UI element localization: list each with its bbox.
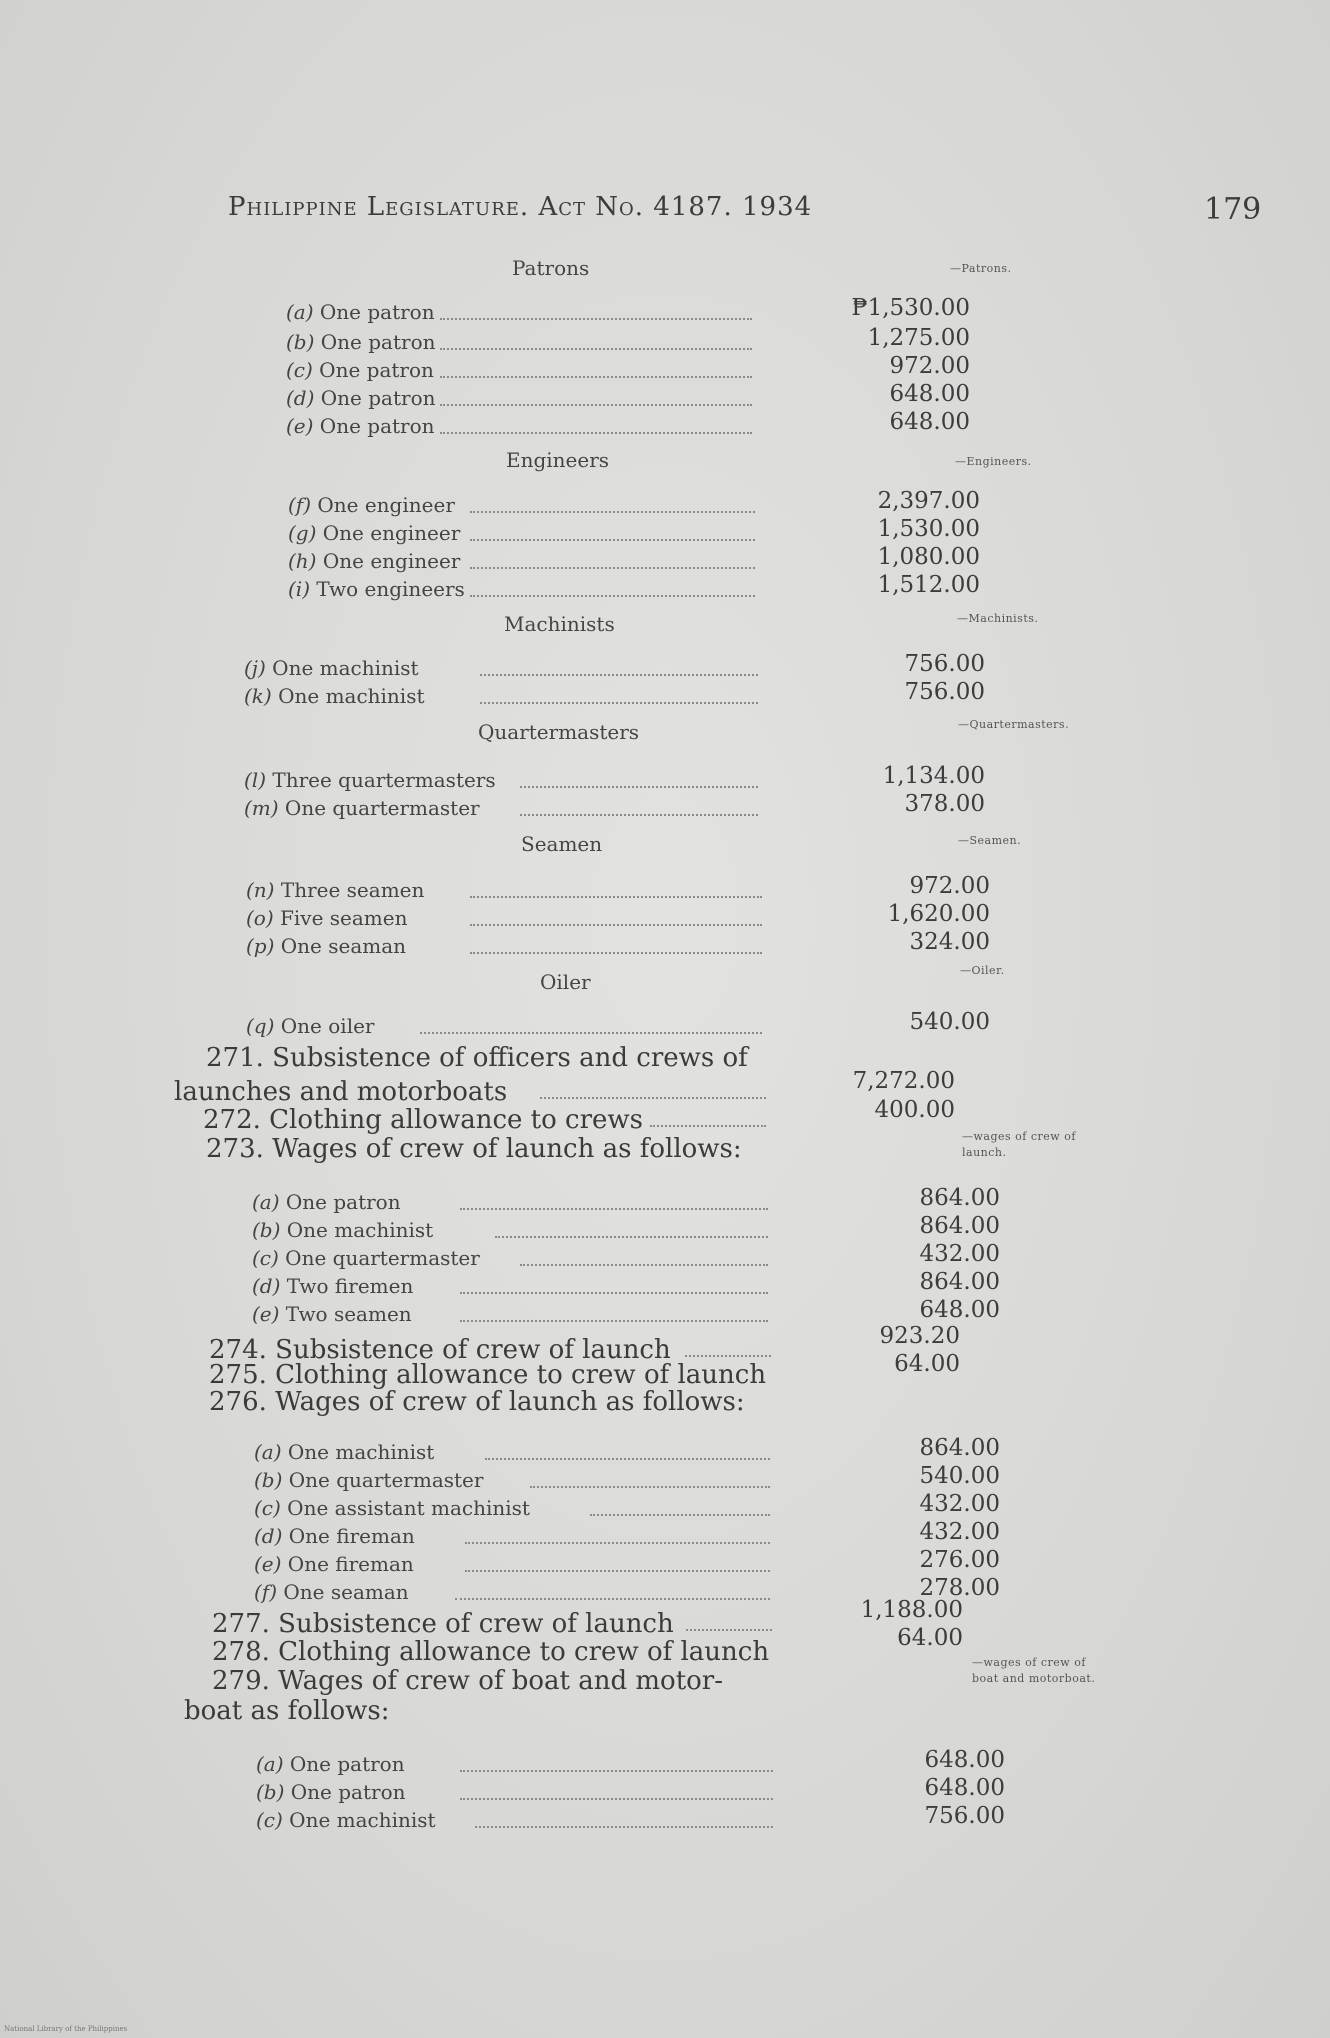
item-label bbox=[252, 1246, 480, 1270]
item-amount: 864.00 bbox=[919, 1185, 1000, 1211]
leader-dots bbox=[460, 1208, 768, 1210]
item-letter: (q) bbox=[246, 1014, 275, 1038]
item-text: One seaman bbox=[277, 1580, 409, 1604]
leader-dots bbox=[480, 674, 758, 676]
leader-dots bbox=[455, 1598, 770, 1600]
item-text: One quartermaster bbox=[278, 1246, 480, 1270]
leader-dots bbox=[520, 814, 758, 816]
item-letter: (d) bbox=[254, 1524, 283, 1548]
leader-dots bbox=[475, 1826, 773, 1828]
leader-dots bbox=[440, 404, 752, 406]
item-text: One patron bbox=[313, 414, 435, 438]
section-heading-quartermasters: Quartermasters bbox=[478, 720, 640, 744]
item-text: One fireman bbox=[281, 1552, 414, 1576]
leader-dots bbox=[685, 1355, 771, 1357]
item-letter: (h) bbox=[288, 549, 317, 573]
item-amount: 756.00 bbox=[924, 1803, 1005, 1829]
leader-dots bbox=[465, 1542, 770, 1544]
item-amount: 432.00 bbox=[919, 1241, 1000, 1267]
leader-dots bbox=[686, 1629, 772, 1631]
margin-note-engineers: —Engineers. bbox=[955, 455, 1032, 468]
paragraph-271-line1: 271. Subsistence of officers and crews of bbox=[206, 1043, 748, 1073]
item-letter: (m) bbox=[244, 796, 279, 820]
item-letter: (c) bbox=[256, 1808, 283, 1832]
leader-dots bbox=[470, 567, 755, 569]
item-amount: 1,275.00 bbox=[867, 325, 970, 351]
item-text: Two firemen bbox=[280, 1274, 414, 1298]
item-label bbox=[288, 521, 460, 545]
paragraph-272-amount: 400.00 bbox=[874, 1097, 955, 1123]
item-label bbox=[246, 878, 424, 902]
item-amount: 378.00 bbox=[904, 791, 985, 817]
item-letter: (p) bbox=[246, 934, 275, 958]
item-letter: (f) bbox=[288, 493, 312, 517]
item-amount: 972.00 bbox=[889, 353, 970, 379]
leader-dots bbox=[650, 1125, 766, 1127]
item-text: One oiler bbox=[274, 1014, 375, 1038]
paragraph-275-amount: 64.00 bbox=[894, 1351, 960, 1377]
paragraph-279-line1: 279. Wages of crew of boat and motor- bbox=[212, 1666, 724, 1696]
item-letter: (a) bbox=[252, 1190, 280, 1214]
leader-dots bbox=[470, 924, 762, 926]
item-text: One engineer bbox=[316, 521, 461, 545]
item-label bbox=[252, 1218, 433, 1242]
item-text: One machinist bbox=[280, 1218, 434, 1242]
item-text: Two engineers bbox=[310, 577, 465, 601]
item-amount: 648.00 bbox=[924, 1775, 1005, 1801]
section-heading-patrons: Patrons bbox=[512, 256, 590, 280]
item-label bbox=[256, 1752, 405, 1776]
margin-note-273: —wages of crew of bbox=[962, 1130, 1076, 1143]
item-amount: 756.00 bbox=[904, 651, 985, 677]
item-amount: 278.00 bbox=[919, 1575, 1000, 1601]
item-letter: (l) bbox=[244, 768, 267, 792]
leader-dots bbox=[480, 702, 758, 704]
item-label bbox=[254, 1496, 530, 1520]
section-heading-seamen: Seamen bbox=[521, 832, 603, 856]
paragraph-273: 273. Wages of crew of launch as follows: bbox=[206, 1134, 742, 1164]
paragraph-271-amount: 7,272.00 bbox=[852, 1068, 955, 1094]
item-label bbox=[244, 684, 425, 708]
item-text: One patron bbox=[284, 1780, 406, 1804]
item-amount: ₱1,530.00 bbox=[851, 295, 970, 321]
paragraph-278-amount: 64.00 bbox=[897, 1625, 963, 1651]
item-text: One fireman bbox=[282, 1524, 415, 1548]
item-amount: 1,512.00 bbox=[877, 572, 980, 598]
leader-dots bbox=[485, 1458, 770, 1460]
leader-dots bbox=[590, 1514, 770, 1516]
item-letter: (d) bbox=[286, 386, 315, 410]
item-label bbox=[254, 1440, 434, 1464]
item-text: One patron bbox=[312, 358, 434, 382]
item-letter: (b) bbox=[286, 330, 315, 354]
footer-credit: National Library of the Philippines bbox=[4, 2025, 128, 2033]
item-amount: 276.00 bbox=[919, 1547, 1000, 1573]
item-text: One quartermaster bbox=[282, 1468, 484, 1492]
leader-dots bbox=[440, 376, 752, 378]
item-letter: (b) bbox=[252, 1218, 281, 1242]
item-letter: (b) bbox=[256, 1780, 285, 1804]
paragraph-277-amount: 1,188.00 bbox=[860, 1597, 963, 1623]
item-letter: (a) bbox=[254, 1440, 282, 1464]
item-label bbox=[286, 300, 435, 324]
margin-note-machinists: —Machinists. bbox=[957, 612, 1039, 625]
item-text: Five seamen bbox=[273, 906, 408, 930]
paragraph-271-line2: launches and motorboats bbox=[174, 1077, 508, 1107]
item-letter: (c) bbox=[254, 1496, 281, 1520]
item-amount: 540.00 bbox=[909, 1009, 990, 1035]
running-header: Philippine Legislature. Act No. 4187. 1934 bbox=[228, 192, 813, 222]
leader-dots bbox=[470, 896, 762, 898]
page-number: 179 bbox=[1204, 192, 1262, 227]
item-amount: 1,134.00 bbox=[882, 763, 985, 789]
leader-dots bbox=[540, 1097, 766, 1099]
leader-dots bbox=[495, 1236, 768, 1238]
section-heading-engineers: Engineers bbox=[506, 448, 610, 472]
leader-dots bbox=[470, 511, 755, 513]
item-letter: (k) bbox=[244, 684, 272, 708]
item-text: One quartermaster bbox=[278, 796, 480, 820]
item-label bbox=[286, 358, 434, 382]
item-letter: (f) bbox=[254, 1580, 278, 1604]
item-letter: (c) bbox=[286, 358, 313, 382]
item-amount: 1,080.00 bbox=[877, 544, 980, 570]
paragraph-276: 276. Wages of crew of launch as follows: bbox=[209, 1387, 745, 1417]
paragraph-279-line2: boat as follows: bbox=[184, 1696, 390, 1726]
item-amount: 864.00 bbox=[919, 1213, 1000, 1239]
item-amount: 648.00 bbox=[924, 1747, 1005, 1773]
item-text: One patron bbox=[313, 300, 435, 324]
margin-note-273-cont: launch. bbox=[962, 1146, 1007, 1159]
item-letter: (a) bbox=[256, 1752, 284, 1776]
item-amount: 1,620.00 bbox=[887, 901, 990, 927]
leader-dots bbox=[420, 1032, 762, 1034]
item-letter: (n) bbox=[246, 878, 275, 902]
item-amount: 972.00 bbox=[909, 873, 990, 899]
item-text: One patron bbox=[279, 1190, 401, 1214]
margin-note-quartermasters: —Quartermasters. bbox=[958, 718, 1070, 731]
item-label bbox=[252, 1274, 413, 1298]
leader-dots bbox=[460, 1320, 768, 1322]
item-label bbox=[286, 330, 436, 354]
item-amount: 864.00 bbox=[919, 1269, 1000, 1295]
leader-dots bbox=[460, 1798, 773, 1800]
item-label bbox=[286, 386, 436, 410]
item-text: One machinist bbox=[265, 656, 419, 680]
item-text: One patron bbox=[283, 1752, 405, 1776]
item-text: One machinist bbox=[282, 1808, 436, 1832]
item-text: One assistant machinist bbox=[280, 1496, 530, 1520]
item-amount: 540.00 bbox=[919, 1463, 1000, 1489]
item-letter: (e) bbox=[252, 1302, 280, 1326]
item-label bbox=[288, 549, 460, 573]
item-letter: (o) bbox=[246, 906, 274, 930]
item-label bbox=[254, 1552, 414, 1576]
margin-note-patrons: —Patrons. bbox=[950, 262, 1012, 275]
section-heading-oiler: Oiler bbox=[540, 970, 591, 994]
item-letter: (i) bbox=[288, 577, 311, 601]
item-amount: 2,397.00 bbox=[877, 488, 980, 514]
margin-note-279: —wages of crew of bbox=[972, 1656, 1086, 1669]
leader-dots bbox=[470, 539, 755, 541]
item-label bbox=[252, 1190, 401, 1214]
item-amount: 324.00 bbox=[909, 929, 990, 955]
item-letter: (a) bbox=[286, 300, 314, 324]
item-letter: (d) bbox=[252, 1274, 281, 1298]
item-text: One patron bbox=[314, 386, 436, 410]
item-label bbox=[288, 577, 465, 601]
leader-dots bbox=[440, 432, 752, 434]
item-label bbox=[244, 656, 419, 680]
item-amount: 648.00 bbox=[919, 1297, 1000, 1323]
item-label bbox=[246, 1014, 374, 1038]
item-label bbox=[288, 493, 455, 517]
paragraph-274-amount: 923.20 bbox=[879, 1323, 960, 1349]
item-text: Three seamen bbox=[274, 878, 425, 902]
item-label bbox=[252, 1302, 412, 1326]
item-text: Two seamen bbox=[279, 1302, 412, 1326]
item-label bbox=[246, 934, 406, 958]
leader-dots bbox=[520, 786, 758, 788]
leader-dots bbox=[470, 595, 755, 597]
paragraph-278: 278. Clothing allowance to crew of launch bbox=[212, 1637, 770, 1667]
paragraph-277: 277. Subsistence of crew of launch bbox=[212, 1609, 674, 1639]
leader-dots bbox=[520, 1264, 768, 1266]
item-label bbox=[256, 1808, 436, 1832]
item-amount: 1,530.00 bbox=[877, 516, 980, 542]
item-amount: 432.00 bbox=[919, 1519, 1000, 1545]
item-label bbox=[254, 1524, 415, 1548]
item-text: One machinist bbox=[271, 684, 425, 708]
leader-dots bbox=[470, 952, 762, 954]
item-amount: 756.00 bbox=[904, 679, 985, 705]
item-letter: (g) bbox=[288, 521, 317, 545]
paragraph-275: 275. Clothing allowance to crew of launch bbox=[209, 1360, 767, 1390]
item-label bbox=[256, 1780, 406, 1804]
margin-note-279-cont: boat and motorboat. bbox=[972, 1672, 1096, 1685]
section-heading-machinists: Machinists bbox=[504, 612, 615, 636]
item-label bbox=[254, 1580, 409, 1604]
item-amount: 648.00 bbox=[889, 409, 970, 435]
item-label bbox=[286, 414, 435, 438]
leader-dots bbox=[460, 1770, 773, 1772]
leader-dots bbox=[440, 318, 752, 320]
item-amount: 648.00 bbox=[889, 381, 970, 407]
item-text: One patron bbox=[314, 330, 436, 354]
item-letter: (b) bbox=[254, 1468, 283, 1492]
item-text: One engineer bbox=[316, 549, 461, 573]
leader-dots bbox=[440, 348, 752, 350]
item-text: One machinist bbox=[281, 1440, 435, 1464]
margin-note-seamen: —Seamen. bbox=[958, 834, 1022, 847]
item-letter: (e) bbox=[286, 414, 314, 438]
item-text: One seaman bbox=[274, 934, 407, 958]
item-text: One engineer bbox=[311, 493, 455, 517]
item-letter: (e) bbox=[254, 1552, 282, 1576]
item-label bbox=[246, 906, 407, 930]
paragraph-274: 274. Subsistence of crew of launch bbox=[209, 1335, 671, 1365]
margin-note-oiler: —Oiler. bbox=[960, 964, 1005, 977]
leader-dots bbox=[460, 1292, 768, 1294]
leader-dots bbox=[465, 1570, 770, 1572]
item-amount: 864.00 bbox=[919, 1435, 1000, 1461]
leader-dots bbox=[530, 1486, 770, 1488]
item-letter: (c) bbox=[252, 1246, 279, 1270]
item-letter: (j) bbox=[244, 656, 266, 680]
item-label bbox=[254, 1468, 483, 1492]
item-text: Three quartermasters bbox=[266, 768, 496, 792]
item-amount: 432.00 bbox=[919, 1491, 1000, 1517]
item-label bbox=[244, 796, 480, 820]
item-label bbox=[244, 768, 496, 792]
paragraph-272: 272. Clothing allowance to crews bbox=[203, 1105, 644, 1135]
